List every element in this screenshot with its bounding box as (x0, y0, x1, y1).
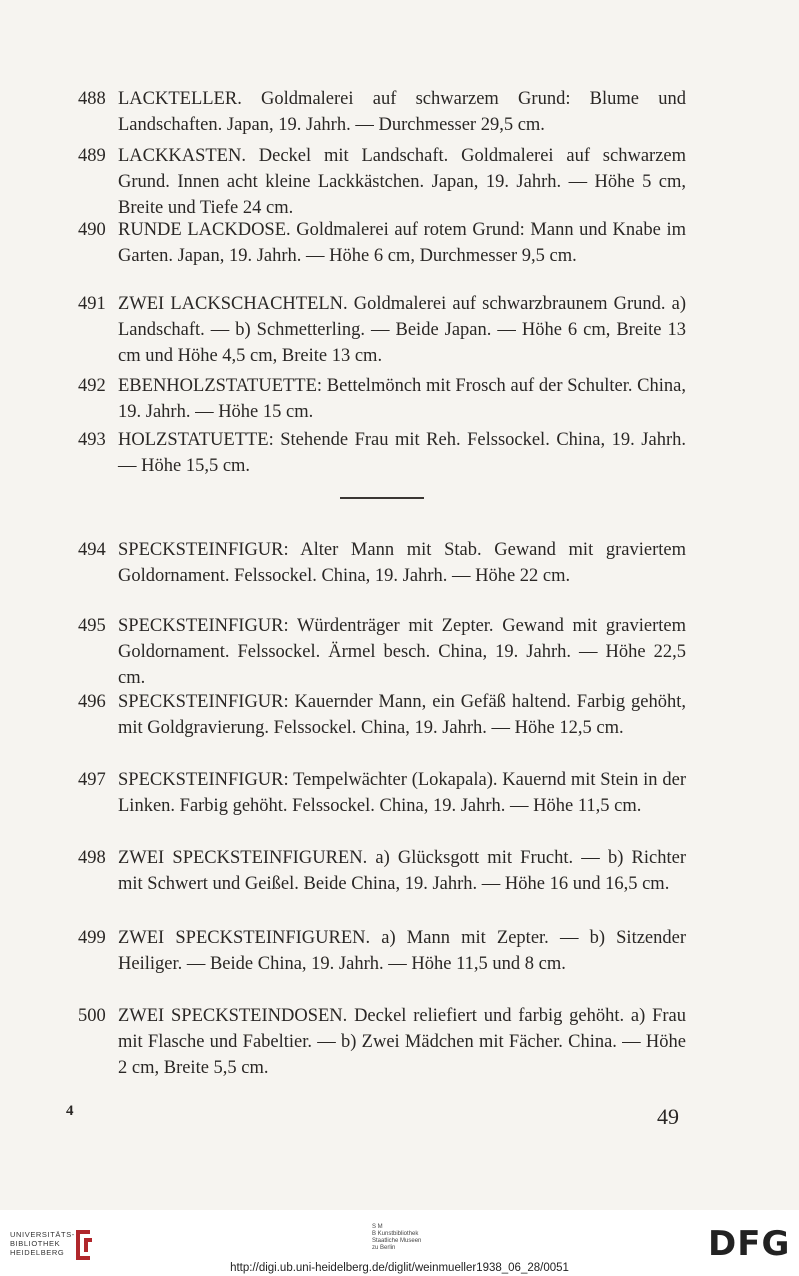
entry-text: ZWEI SPECKSTEINFIGUREN. a) Mann mit Zepter. — b) Sitzender Heiliger. — Beide China, 19. Jahrh. — Höhe 11,5 und 8 cm. (118, 928, 686, 974)
signature-mark: 4 (66, 1103, 74, 1119)
entry-text: ZWEI SPECKSTEINDOSEN. Deckel reliefiert und farbig gehöht. a) Frau mit Flasche und Fabeltier. — b) Zwei Mädchen mit Fächer. China. — Höhe 2 cm, Breite 5,5 cm. (118, 1006, 686, 1078)
dfg-logo: DFG (708, 1224, 791, 1264)
library-logo-icon (70, 1226, 96, 1267)
entry-text: LACKTELLER. Goldmalerei auf schwarzem Grund: Blume und Landschaften. Japan, 19. Jahrh. — Durchmesser 29,5 cm. (118, 89, 686, 135)
entry-number: 497 (78, 770, 106, 790)
entry-number: 494 (78, 540, 106, 560)
entry-number: 489 (78, 146, 106, 166)
permalink-url[interactable]: http://digi.ub.uni-heidelberg.de/diglit/weinmueller1938_06_28/0051 (230, 1262, 569, 1274)
entry-text: ZWEI SPECKSTEINFIGUREN. a) Glücksgott mit Frucht. — b) Richter mit Schwert und Geißel. Beide China, 19. Jahrh. — Höhe 16 und 16,5 cm. (118, 848, 686, 894)
entry-number: 496 (78, 692, 106, 712)
entry-text: SPECKSTEINFIGUR: Kauernder Mann, ein Gefäß haltend. Farbig gehöht, mit Goldgravierung. Felssockel. China, 19. Jahrh. — Höhe 12,5 cm. (118, 692, 686, 738)
entry-number: 500 (78, 1006, 106, 1026)
entry-number: 493 (78, 430, 106, 450)
entry-number: 492 (78, 376, 106, 396)
page-number: 49 (657, 1104, 679, 1129)
entry-text: EBENHOLZSTATUETTE: Bettelmönch mit Frosch auf der Schulter. China, 19. Jahrh. — Höhe 15 cm. (118, 376, 686, 422)
entry-number: 495 (78, 616, 106, 636)
entry-number: 490 (78, 220, 106, 240)
entry-text: SPECKSTEINFIGUR: Würdenträger mit Zepter. Gewand mit graviertem Goldornament. Felssockel. Ärmel besch. China, 19. Jahrh. — Höhe 22,5 cm. (118, 616, 686, 688)
entry-number: 491 (78, 294, 106, 314)
entry-number: 488 (78, 89, 106, 109)
entry-text: RUNDE LACKDOSE. Goldmalerei auf rotem Grund: Mann und Knabe im Garten. Japan, 19. Jahrh. — Höhe 6 cm, Durchmesser 9,5 cm. (118, 220, 686, 266)
library-name: UNIVERSITÄTS- BIBLIOTHEK HEIDELBERG (10, 1230, 75, 1257)
digitization-footer (0, 1210, 799, 1276)
entry-text: SPECKSTEINFIGUR: Tempelwächter (Lokapala). Kauernd mit Stein in der Linken. Farbig gehöht. Felssockel. China, 19. Jahrh. — Höhe 11,5 cm. (118, 770, 686, 816)
entry-text: SPECKSTEINFIGUR: Alter Mann mit Stab. Gewand mit graviertem Goldornament. Felssockel. China, 19. Jahrh. — Höhe 22 cm. (118, 540, 686, 586)
entry-text: ZWEI LACKSCHACHTELN. Goldmalerei auf schwarzbraunem Grund. a) Landschaft. — b) Schmetterling. — Beide Japan. — Höhe 6 cm, Breite 13 cm und Höhe 4,5 cm, Breite 13 cm. (118, 294, 686, 366)
entry-number: 498 (78, 848, 106, 868)
section-divider (340, 497, 424, 499)
entry-text: LACKKASTEN. Deckel mit Landschaft. Goldmalerei auf schwarzem Grund. Innen acht kleine Lackkästchen. Japan, 19. Jahrh. — Höhe 5 cm, Breite und Tiefe 24 cm. (118, 146, 686, 218)
entry-number: 499 (78, 928, 106, 948)
kunstbibliothek-credit: S M B Kunstbibliothek Staatliche Museen zu Berlin (372, 1224, 422, 1251)
entry-text: HOLZSTATUETTE: Stehende Frau mit Reh. Felssockel. China, 19. Jahrh. — Höhe 15,5 cm. (118, 430, 686, 476)
